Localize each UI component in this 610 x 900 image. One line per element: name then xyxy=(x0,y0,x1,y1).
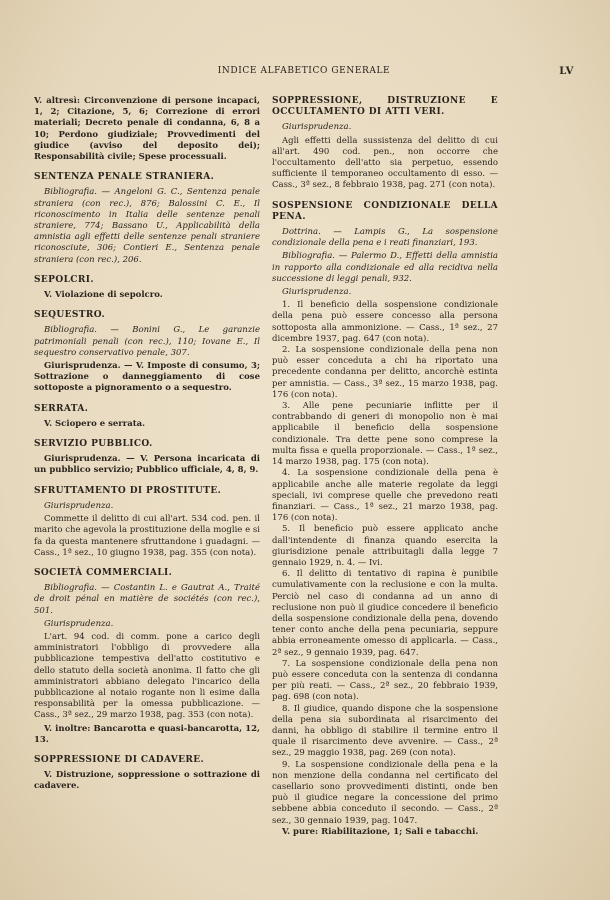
giur-sequestro: Giurisprudenza. — V. Imposte di consumo, 3; Sottrazione o danneggiamento di cose sottoposte a pignoramento o a sequestro. xyxy=(34,361,260,394)
list-item: 5. Il beneficio può essere applicato anche dall'intendente di finanza quando esercita la giurisdizione penale attribuitagli dalla legge 7 gennaio 1929, n. 4. — Ivi. xyxy=(272,524,498,568)
list-item: 2. La sospensione condizionale della pena non può esser conceduta a chi ha riportato una precedente condanna per delitto, ancorchè estinta per amnistia. — Cass., 3ª sez., 15 marzo 1938, pag. 176 (con nota). xyxy=(272,345,498,400)
crossref-cadavere: V. Distruzione, soppressione o sottrazione di cadavere. xyxy=(34,770,260,792)
running-title: INDICE ALFABETICO GENERALE xyxy=(217,66,391,76)
heading-sospensione: SOSPENSIONE CONDIZIONALE DELLA PENA. xyxy=(272,200,498,222)
heading-sfruttamento: SFRUTTAMENTO DI PROSTITUTE. xyxy=(34,485,222,496)
inoltre-societa: V. inoltre: Bancarotta e quasi-bancarotta, 12, 13. xyxy=(34,723,260,745)
heading-sentenza-penale-straniera: SENTENZA PENALE STRANIERA. xyxy=(34,172,215,183)
biblio-societa: Bibliografia. — Costantin L. e Gautrat A., Traité de droit pénal en matière de sociétés (con rec.), 501. xyxy=(34,583,260,616)
right-column xyxy=(272,96,498,838)
heading-servizio-pubblico: SERVIZIO PUBBLICO. xyxy=(34,439,153,450)
heading-societa-commerciali: SOCIETÀ COMMERCIALI. xyxy=(34,567,173,578)
biblio-sequestro: Bibliografia. — Bonini G., Le garanzie patrimoniali penali (con rec.), 110; Iovane E., Il sequestro conservativo penale, 307. xyxy=(34,325,260,358)
list-item: 9. La sospensione condizionale della pena e la non menzione della condanna nel certificato del casellario sono provvedimenti distinti, onde ben può il giudice negare la concessione del primo sebbene abbia conceduto il secondo. — Cass., 2ª sez., 30 gennaio 1939, pag. 1047. xyxy=(272,759,498,826)
biblio-sospensione: Bibliografia. — Palermo D., Effetti della amnistia in rapporto alla condizionale ed alla recidiva nella successione di leggi penali, 932. xyxy=(272,251,498,284)
list-item: 7. La sospensione condizionale della pena non può essere conceduta con la sentenza di condanna per più reati. — Cass., 2ª sez., 20 febbraio 1939, pag. 698 (con nota). xyxy=(272,658,498,703)
text-atti: Agli effetti della sussistenza del delitto di cui all'art. 490 cod. pen., non occorre che l'occultamento dell'atto sia perpetuo, essendo sufficiente il temporaneo occultamento di esso. — Cass., 3ª sez., 8 febbraio 1938, pag. 271 (con nota). xyxy=(272,135,498,191)
giur-label-atti: Giurisprudenza. xyxy=(282,122,352,133)
giur-servizio-pubblico: Giurisprudenza. — V. Persona incaricata di un pubblico servizio; Pubblico ufficiale, 4, 8, 9. xyxy=(34,454,260,476)
heading-sequestro: SEQUESTRO. xyxy=(34,310,106,321)
heading-sepolcri: SEPOLCRI. xyxy=(34,274,94,285)
giur-label-sfruttamento: Giurisprudenza. xyxy=(44,500,114,511)
list-item: 4. La sospensione condizionale della pena è applicabile anche alle materie regolate da leggi speciali, ivi comprese quelle che prevedono reati finanziari. — Cass., 1ª sez., 21 marzo 1938, pag. 176 (con nota). xyxy=(272,468,498,524)
crossref-sepolcri: V. Violazione di sepolcro. xyxy=(44,290,163,301)
list-item: 6. Il delitto di tentativo di rapina è punibile cumulativamente con la reclusione e con la multa. Perciò nel caso di condanna ad un anno di reclusione non può il giudice concedere il beneficio della sospensione condizionale della pena, dovendo tener conto anche della pena pecuniaria, seppure abbia erroneamente omesso di applicarla. — Cass., 2ª sez., 9 gennaio 1939, pag. 647. xyxy=(272,569,498,658)
page-number: LV xyxy=(559,66,574,77)
list-item: 1. Il beneficio della sospensione condizionale della pena può essere concesso alla persona sottoposta alla ammonizione. — Cass., 1ª sez., 27 dicembre 1937, pag. 647 (con nota). xyxy=(272,300,498,344)
dottrina-sospensione: Dottrina. — Lampis G., La sospensione condizionale della pena e i reati finanziari, 193. xyxy=(272,227,498,249)
vpure-sospensione: V. pure: Riabilitazione, 1; Sali e tabacchi. xyxy=(282,826,479,837)
text-sfruttamento: Commette il delitto di cui all'art. 534 cod. pen. il marito che agevola la prostituzione della moglie e si fa da questa mantenere sfruttandone i guadagni. — Cass., 1ª sez., 10 giugno 1938, pag. 355 (con nota). xyxy=(34,514,260,558)
heading-soppressione-cadavere: SOPPRESSIONE DI CADAVERE. xyxy=(34,754,205,765)
giur-label-sospensione: Giurisprudenza. xyxy=(282,287,352,298)
intro-crossref: V. altresì: Circonvenzione di persone incapaci, 1, 2; Citazione, 5, 6; Correzione di errori materiali; Decreto penale di condanna, 6, 8 a 10; Perdono giudiziale; Provvedimenti del giudice (avviso del deposito dei); Responsabilità civile; Spese processuali. xyxy=(34,96,260,163)
biblio-sentenza: Bibliografia. — Angeloni G. C., Sentenza penale straniera (con rec.), 876; Balossini C. E., Il riconoscimento in Italia delle sentenze penali straniere, 774; Bassano U., Applicabilità della amnistia agli effetti delle sentenze penali straniere riconosciute, 306; Contieri E., Sentenza penale straniera (con rec.), 206. xyxy=(34,187,260,265)
heading-soppressione-atti: SOPPRESSIONE, DISTRUZIONE E OCCULTAMENTO DI ATTI VERI. xyxy=(272,96,498,118)
crossref-serrata: V. Sciopero e serrata. xyxy=(44,418,146,429)
page-header xyxy=(34,66,574,80)
heading-serrata: SERRATA. xyxy=(34,403,89,414)
left-column xyxy=(34,96,260,795)
list-item: 3. Alle pene pecuniarie inflitte per il contrabbando di generi di monopolio non è mai applicabile il beneficio della sospensione condizionale. Tra dette pene sono comprese la multa fissa e quella proporzionale. — Cass., 1ª sez., 14 marzo 1938, pag. 175 (con nota). xyxy=(272,401,498,468)
giur-label-societa: Giurisprudenza. xyxy=(44,618,114,629)
list-item: 8. Il giudice, quando dispone che la sospensione della pena sia subordinata al risarcimento dei danni, ha obbligo di stabilire il termine entro il quale il risarcimento deve avvenire. — Cass., 2ª sez., 29 maggio 1938, pag. 269 (con nota). xyxy=(272,703,498,759)
text-societa: L'art. 94 cod. di comm. pone a carico degli amministratori l'obbligo di provvedere alla pubblicazione tempestiva dell'atto costitutivo e dello statuto della società anonima. Il fatto che gli amministratori abbiano delegato l'incarico della pubblicazione al notaio rogante non li esime dalla responsabilità per la omessa pubblicazione. — Cass., 3ª sez., 29 marzo 1938, pag. 353 (con nota). xyxy=(34,631,260,721)
